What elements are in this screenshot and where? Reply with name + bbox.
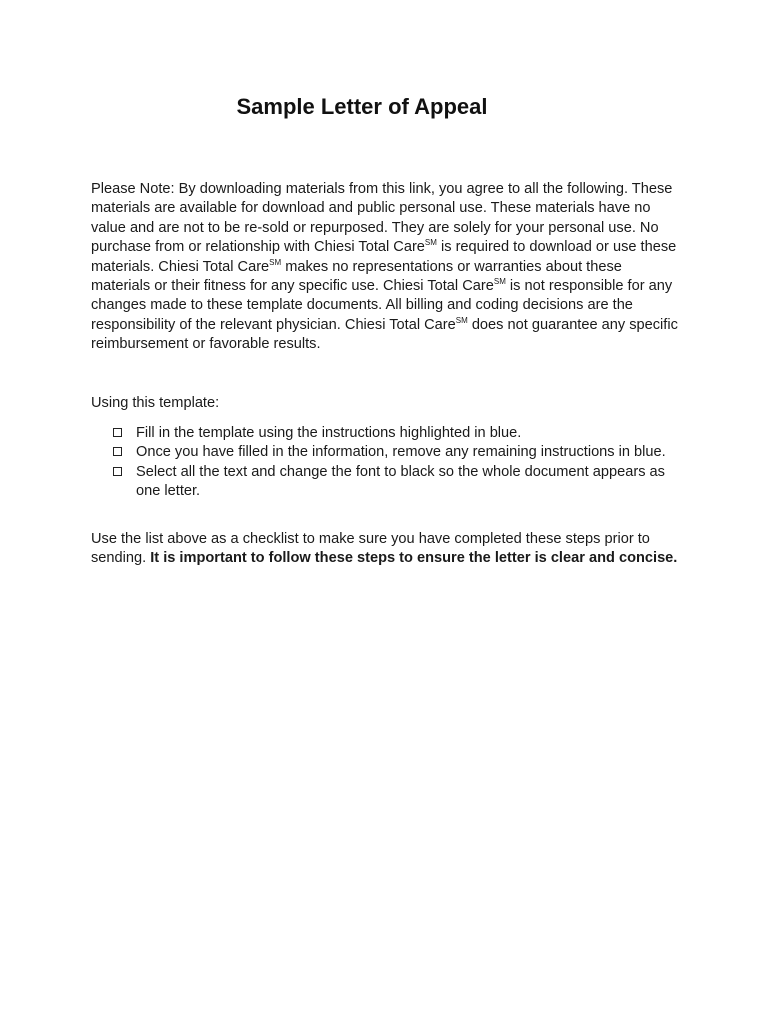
disclaimer-text-2: is required to download or use these materials. Chiesi Total Care [91, 239, 677, 275]
closing-emphasis: It is important to follow these steps to ensure the letter is clear and concise. [150, 550, 678, 567]
checkbox-icon [113, 467, 122, 476]
closing-paragraph [91, 530, 681, 569]
checklist-item [112, 443, 672, 462]
using-template-label: Using this template: [91, 395, 220, 411]
service-mark: SM [493, 277, 506, 287]
instructions-checklist [112, 424, 672, 502]
disclaimer-text-4: is not responsible for any changes made to these template documents. All billing and coding decisions are the responsibility of the relevant physician. Chiesi Total Care [91, 278, 673, 333]
disclaimer-text-5: does not guarantee any specific reimbursement or favorable results. [91, 316, 678, 353]
checklist-item-text: Select all the text and change the font to black so the whole document appears as one letter. [136, 463, 665, 500]
checklist-item-text: Once you have filled in the information, remove any remaining instructions in blue. [136, 444, 666, 461]
checklist-item [112, 424, 672, 443]
checkbox-icon [113, 428, 122, 437]
service-mark: SM [455, 315, 468, 325]
disclaimer-text-1: Please Note: By downloading materials from this link, you agree to all the following. These materials are available for download and public personal use. These materials have no value and are not to be re-sold or repurposed. They are solely for your personal use. No purchase from or relationship with Chiesi Total Care [91, 181, 673, 256]
checkbox-icon [113, 447, 122, 456]
service-mark: SM [269, 257, 282, 267]
document-title: Sample Letter of Appeal [236, 94, 488, 119]
service-mark: SM [424, 238, 437, 248]
checklist-item-text: Fill in the template using the instructions highlighted in blue. [136, 425, 522, 441]
closing-text: Use the list above as a checklist to make sure you have completed these steps prior to sending. [91, 531, 650, 567]
disclaimer-text-3: makes no representations or warranties about these materials or their fitness for any specific use. Chiesi Total Care [91, 258, 622, 295]
checklist-item [112, 463, 672, 502]
disclaimer-paragraph [91, 180, 685, 355]
